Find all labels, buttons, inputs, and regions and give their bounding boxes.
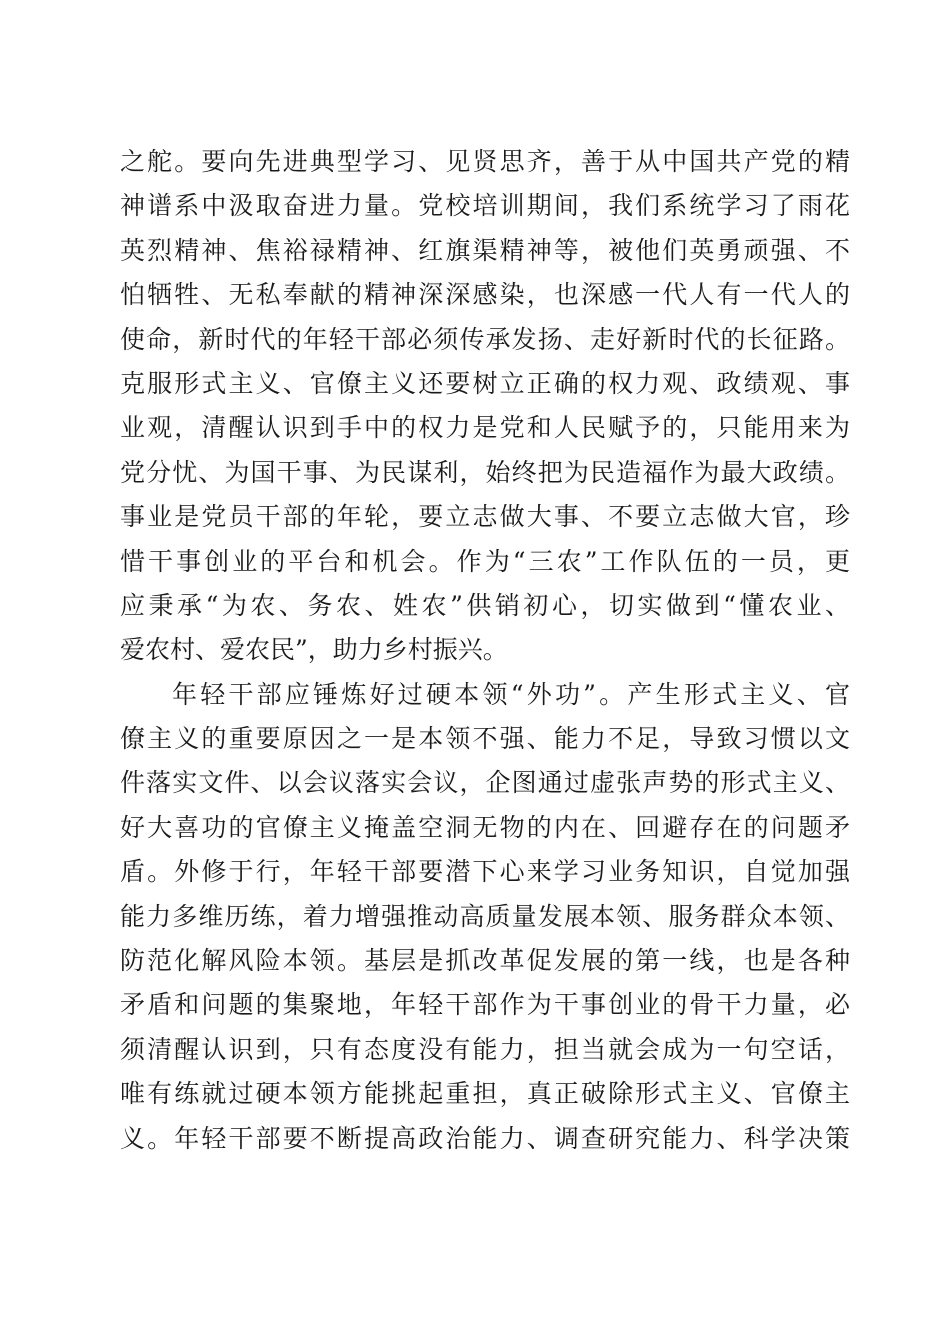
text-line: 爱农村、爱农民”，助力乡村振兴。	[120, 635, 508, 665]
text-line: 义。年轻干部要不断提高政治能力、调查研究能力、科学决策	[120, 1123, 850, 1153]
text-line: 须清醒认识到，只有态度没有能力，担当就会成为一句空话，	[120, 1034, 850, 1064]
text-line: 之舵。要向先进典型学习、见贤思齐，善于从中国共产党的精	[120, 147, 850, 176]
text-line: 防范化解风险本领。基层是抓改革促发展的第一线，也是各种	[120, 946, 850, 976]
text-line: 使命，新时代的年轻干部必须传承发扬、走好新时代的长征路。	[120, 324, 850, 354]
text-line: 盾。外修于行，年轻干部要潜下心来学习业务知识，自觉加强	[120, 857, 850, 887]
text-line: 应秉承“为农、务农、姓农”供销初心，切实做到“懂农业、	[120, 590, 850, 620]
text-line: 件落实文件、以会议落实会议，企图通过虚张声势的形式主义、	[120, 768, 850, 798]
text-line: 党分忧、为国干事、为民谋利，始终把为民造福作为最大政绩。	[120, 457, 850, 487]
text-line: 英烈精神、焦裕禄精神、红旗渠精神等，被他们英勇顽强、不	[120, 235, 850, 265]
text-line: 矛盾和问题的集聚地，年轻干部作为干事创业的骨干力量，必	[120, 990, 850, 1020]
text-line: 怕牺牲、无私奉献的精神深深感染，也深感一代人有一代人的	[120, 280, 850, 310]
text-line: 僚主义的重要原因之一是本领不强、能力不足，导致习惯以文	[120, 724, 850, 754]
text-line: 惜干事创业的平台和机会。作为“三农”工作队伍的一员，更	[120, 546, 850, 576]
text-line: 神谱系中汲取奋进力量。党校培训期间，我们系统学习了雨花	[120, 191, 850, 221]
text-line: 能力多维历练，着力增强推动高质量发展本领、服务群众本领、	[120, 901, 850, 931]
text-line: 唯有练就过硬本领方能挑起重担，真正破除形式主义、官僚主	[120, 1079, 850, 1109]
paragraph-first-line: 年轻干部应锤炼好过硬本领“外功”。产生形式主义、官	[172, 679, 850, 709]
text-line: 业观，清醒认识到手中的权力是党和人民赋予的，只能用来为	[120, 413, 850, 443]
text-line: 事业是党员干部的年轮，要立志做大事、不要立志做大官，珍	[120, 502, 850, 532]
text-line: 克服形式主义、官僚主义还要树立正确的权力观、政绩观、事	[120, 368, 850, 398]
text-line: 好大喜功的官僚主义掩盖空洞无物的内在、回避存在的问题矛	[120, 812, 850, 842]
body-text	[120, 140, 850, 1161]
